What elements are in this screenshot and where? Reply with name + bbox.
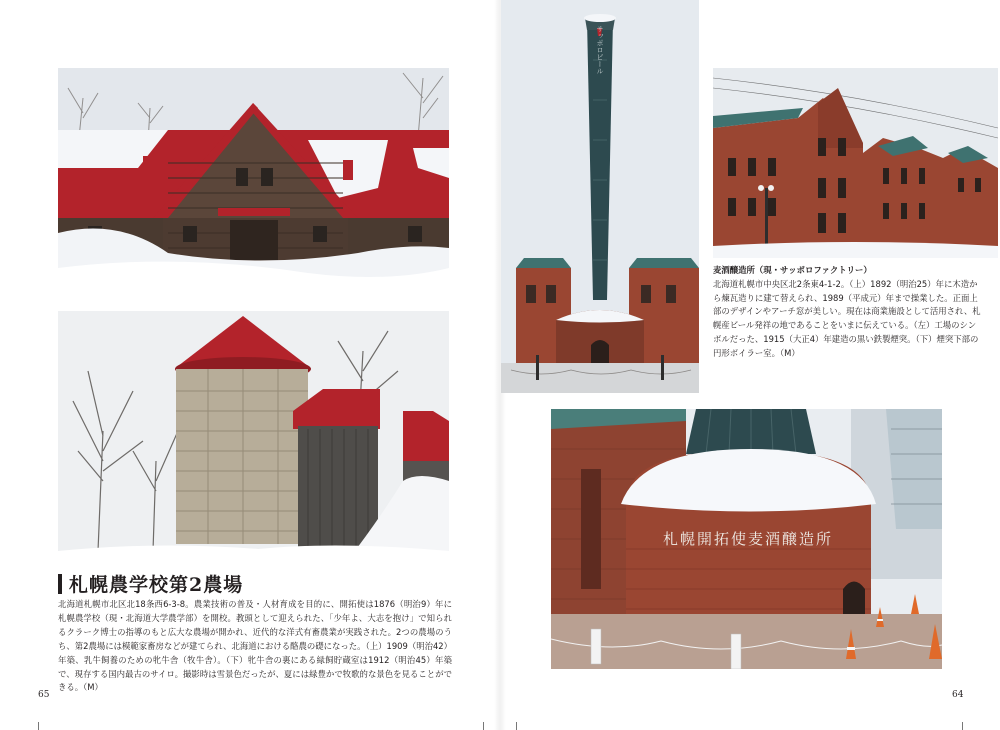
page-number-left: 65 xyxy=(38,690,50,700)
crop-mark xyxy=(962,722,963,730)
photo-cow-barn xyxy=(58,68,449,297)
page-number-right: 64 xyxy=(952,690,964,700)
caption-body: 北海道札幌市中央区北2条東4-1-2。（上）1892（明治25）年に木造から煉瓦造りに建て替えられ、1989（平成元）年まで操業した。正面上部のデザインやアーチ窓が美しい。現在は商業施設として活用され、札幌産ビール発祥の地であることをいまに伝えている。（左）工場のシンボルだった、1915（大正4）年建造の黒い鉄製煙突。（下）煙突下部の円形ボイラー室。（M） xyxy=(713,278,981,358)
chimney-lettering: サッポロビール xyxy=(596,25,604,75)
crop-mark xyxy=(38,722,39,730)
photo-iron-chimney xyxy=(501,0,699,393)
heading-bar xyxy=(58,574,62,594)
crop-mark xyxy=(483,722,484,730)
side-caption xyxy=(713,264,983,361)
article-heading xyxy=(58,570,243,597)
caption-title: 麦酒醸造所（現・サッポロファクトリー） xyxy=(713,265,872,275)
crop-mark xyxy=(516,722,517,730)
photo-boiler-room xyxy=(551,409,942,669)
article-title: 札幌農学校第2農場 xyxy=(69,574,244,596)
photo-brewery-building xyxy=(713,68,998,258)
article-body: 北海道札幌市北区北18条西6-3-8。農業技術の普及・人材育成を目的に、開拓使は1876（明治9）年に札幌農学校（現・北海道大学農学部）を開校。教頭として迎えられた、「少年よ、大志を抱け」で知られるクラーク博士の指導のもと広大な農場が開かれ、近代的な洋式有畜農業が実践された。2つの農場のうち、第2農場には模範家畜房などが建てられ、北海道における酪農の礎になった。（上）1909（明治42）年築、乳牛飼養のための牝牛舎（牧牛舎）。（下）牝牛舎の裏にある緑飼貯蔵室は1912（明治45）年築で、現存する国内最古のサイロ。撮影時は雪景色だったが、夏には緑豊かで牧歌的な景色を見ることができる。（M） xyxy=(58,599,452,693)
photo-silo xyxy=(58,311,449,560)
boiler-lettering: 札幌開拓使麦酒醸造所 xyxy=(662,530,834,548)
